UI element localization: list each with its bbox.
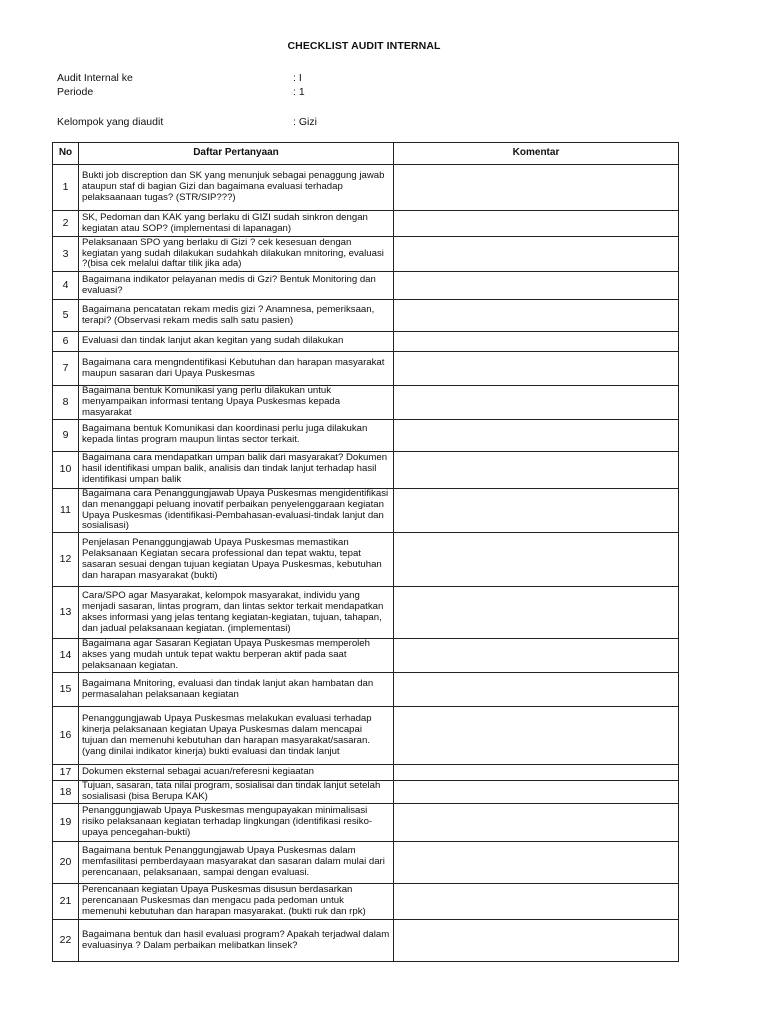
header-no: No	[53, 143, 79, 165]
row-question: Bagaimana bentuk Penanggungjawab Upaya Puskesmas dalam memfasilitasi pemberdayaan masyarakat dan sasaran dalam mulai dari perencanaan, pelaksanaan, sampai dengan evaluasi.	[79, 842, 394, 884]
row-comment-cell[interactable]	[394, 842, 679, 884]
row-question: Penanggungjawab Upaya Puskesmas melakukan evaluasi terhadap kinerja pelaksanaan kegiatan Upaya Puskesmas dalam mencapai tujuan dan memenuhi kebutuhan dan harapan masyarakat/sasaran. (yang dinilai indikator kinerja) bukti evaluasi dan tindak lanjut	[79, 707, 394, 765]
table-row	[53, 211, 679, 237]
meta-label: Audit Internal ke	[57, 72, 133, 84]
row-number: 15	[53, 673, 79, 707]
header-question: Daftar Pertanyaan	[79, 143, 394, 165]
row-comment-cell[interactable]	[394, 419, 679, 451]
row-comment-cell[interactable]	[394, 673, 679, 707]
row-comment-cell[interactable]	[394, 707, 679, 765]
row-number: 8	[53, 386, 79, 420]
row-number: 11	[53, 488, 79, 533]
table-row	[53, 781, 679, 804]
table-row	[53, 488, 679, 533]
row-comment-cell[interactable]	[394, 386, 679, 420]
row-question: Bagaimana cara mengndentifikasi Kebutuhan dan harapan masyarakat maupun sasaran dari Upaya Puskesmas	[79, 352, 394, 386]
row-number: 4	[53, 272, 79, 300]
row-comment-cell[interactable]	[394, 451, 679, 488]
row-question: Evaluasi dan tindak lanjut akan kegitan yang sudah dilakukan	[79, 332, 394, 352]
row-number: 16	[53, 707, 79, 765]
row-question: Penanggungjawab Upaya Puskesmas mengupayakan minimalisasi risiko pelaksanaan kegiatan terhadap lingkungan (identifikasi resiko-upaya pencegahan-bukti)	[79, 804, 394, 842]
table-row	[53, 765, 679, 781]
table-row	[53, 332, 679, 352]
row-comment-cell[interactable]	[394, 884, 679, 920]
row-comment-cell[interactable]	[394, 587, 679, 639]
table-row	[53, 272, 679, 300]
table-row	[53, 300, 679, 332]
row-comment-cell[interactable]	[394, 332, 679, 352]
row-number: 9	[53, 419, 79, 451]
table-row	[53, 419, 679, 451]
row-number: 10	[53, 451, 79, 488]
row-comment-cell[interactable]	[394, 272, 679, 300]
row-number: 6	[53, 332, 79, 352]
table-row	[53, 451, 679, 488]
table-row	[53, 842, 679, 884]
meta-value: : 1	[293, 86, 305, 98]
row-question: Bagaimana bentuk dan hasil evaluasi program? Apakah terjadwal dalam evaluasinya ? Dalam perbaikan melibatkan linsek?	[79, 920, 394, 962]
row-question: Bagaimana pencatatan rekam medis gizi ? Anamnesa, pemeriksaan, terapi? (Observasi rekam medis salh satu pasien)	[79, 300, 394, 332]
table-row	[53, 533, 679, 587]
row-question: Cara/SPO agar Masyarakat, kelompok masyarakat, individu yang menjadi sasaran, lintas program, dan lintas sektor terkait mendapatkan akses informasi yang jelas tentang kegiatan-kegiatan, tujuan, tahapan, dan jadual pelaksanaan kegiatan. (implementasi)	[79, 587, 394, 639]
row-question: Bagaimana agar Sasaran Kegiatan Upaya Puskesmas memperoleh akses yang mudah untuk tepat waktu berperan aktif pada saat pelaksanaan kegiatan.	[79, 639, 394, 673]
row-number: 12	[53, 533, 79, 587]
table-row	[53, 673, 679, 707]
meta-audit-internal	[57, 72, 302, 84]
row-comment-cell[interactable]	[394, 533, 679, 587]
row-question: Bagaimana Mnitoring, evaluasi dan tindak lanjut akan hambatan dan permasalahan pelaksanaan kegiatan	[79, 673, 394, 707]
table-row	[53, 707, 679, 765]
audit-checklist-table	[52, 142, 679, 962]
row-number: 14	[53, 639, 79, 673]
document-title: CHECKLIST AUDIT INTERNAL	[287, 40, 441, 52]
row-number: 5	[53, 300, 79, 332]
meta-value: : Gizi	[293, 116, 317, 128]
row-question: Perencanaan kegiatan Upaya Puskesmas disusun berdasarkan perencanaan Puskesmas dan mengacu pada pedoman untuk memenuhi kebutuhan dan harapan masyarakat. (bukti ruk dan rpk)	[79, 884, 394, 920]
row-comment-cell[interactable]	[394, 765, 679, 781]
table-row	[53, 352, 679, 386]
table-row	[53, 920, 679, 962]
row-number: 13	[53, 587, 79, 639]
table-row	[53, 587, 679, 639]
meta-value: : I	[293, 72, 302, 84]
table-header-row	[53, 143, 679, 165]
row-comment-cell[interactable]	[394, 352, 679, 386]
row-question: SK, Pedoman dan KAK yang berlaku di GIZI sudah sinkron dengan kegiatan atau SOP? (implementasi di lapanagan)	[79, 211, 394, 237]
row-number: 18	[53, 781, 79, 804]
row-comment-cell[interactable]	[394, 639, 679, 673]
meta-label: Kelompok yang diaudit	[57, 116, 164, 128]
row-comment-cell[interactable]	[394, 488, 679, 533]
row-number: 20	[53, 842, 79, 884]
header-comment: Komentar	[394, 143, 679, 165]
row-question: Bagaimana bentuk Komunikasi dan koordinasi perlu juga dilakukan kepada lintas program maupun lintas sector terkait.	[79, 419, 394, 451]
row-question: Bagaimana cara mendapatkan umpan balik dari masyarakat? Dokumen hasil identifikasi umpan balik, analisis dan tindak lanjut terhadap hasil identifikasi umpan balik	[79, 451, 394, 488]
table-row	[53, 386, 679, 420]
row-number: 21	[53, 884, 79, 920]
row-number: 22	[53, 920, 79, 962]
row-question: Pelaksanaan SPO yang berlaku di Gizi ? cek kesesuan dengan kegiatan yang sudah dilakukan sudahkah dilakukan mnitoring, evaluasi ?(bisa cek melalui daftar tilik jika ada)	[79, 237, 394, 272]
row-comment-cell[interactable]	[394, 165, 679, 211]
meta-kelompok	[57, 116, 317, 128]
table-row	[53, 165, 679, 211]
table-row	[53, 884, 679, 920]
table-row	[53, 804, 679, 842]
row-comment-cell[interactable]	[394, 804, 679, 842]
row-comment-cell[interactable]	[394, 237, 679, 272]
row-comment-cell[interactable]	[394, 781, 679, 804]
row-question: Bagaimana indikator pelayanan medis di Gzi? Bentuk Monitoring dan evaluasi?	[79, 272, 394, 300]
row-comment-cell[interactable]	[394, 920, 679, 962]
row-number: 17	[53, 765, 79, 781]
table-row	[53, 639, 679, 673]
row-number: 1	[53, 165, 79, 211]
row-number: 3	[53, 237, 79, 272]
meta-periode	[57, 86, 305, 98]
row-number: 19	[53, 804, 79, 842]
table-row	[53, 237, 679, 272]
row-question: Dokumen eksternal sebagai acuan/referesni kegiaatan	[79, 765, 394, 781]
row-question: Bukti job discreption dan SK yang menunjuk sebagai penaggung jawab ataupun staf di bagian Gizi dan bagaimana evaluasi terhadap pelaksaanaan tugas? (STR/SIP???)	[79, 165, 394, 211]
row-number: 2	[53, 211, 79, 237]
row-comment-cell[interactable]	[394, 300, 679, 332]
row-comment-cell[interactable]	[394, 211, 679, 237]
row-number: 7	[53, 352, 79, 386]
row-question: Bagaimana cara Penanggungjawab Upaya Puskesmas mengidentifikasi dan menanggapi peluang inovatif perbaikan penyelenggaraan kegiatan Upaya Puskesmas (identifikasi-Pembahasan-evaluasi-tindak lanjut dan sosialisasi)	[79, 488, 394, 533]
row-question: Tujuan, sasaran, tata nilai program, sosialisai dan tindak lanjut setelah sosialisasi (bisa Berupa KAK)	[79, 781, 394, 804]
row-question: Bagaimana bentuk Komunikasi yang perlu dilakukan untuk menyampaikan informasi tentang Upaya Puskesmas kepada masyarakat	[79, 386, 394, 420]
meta-label: Periode	[57, 86, 94, 98]
row-question: Penjelasan Penanggungjawab Upaya Puskesmas memastikan Pelaksanaan Kegiatan secara professional dan tepat waktu, tepat sasaran sesuai dengan tujuan kegiatan Upaya Puskesmas, kebutuhan dan harapan masyarakat (bukti)	[79, 533, 394, 587]
